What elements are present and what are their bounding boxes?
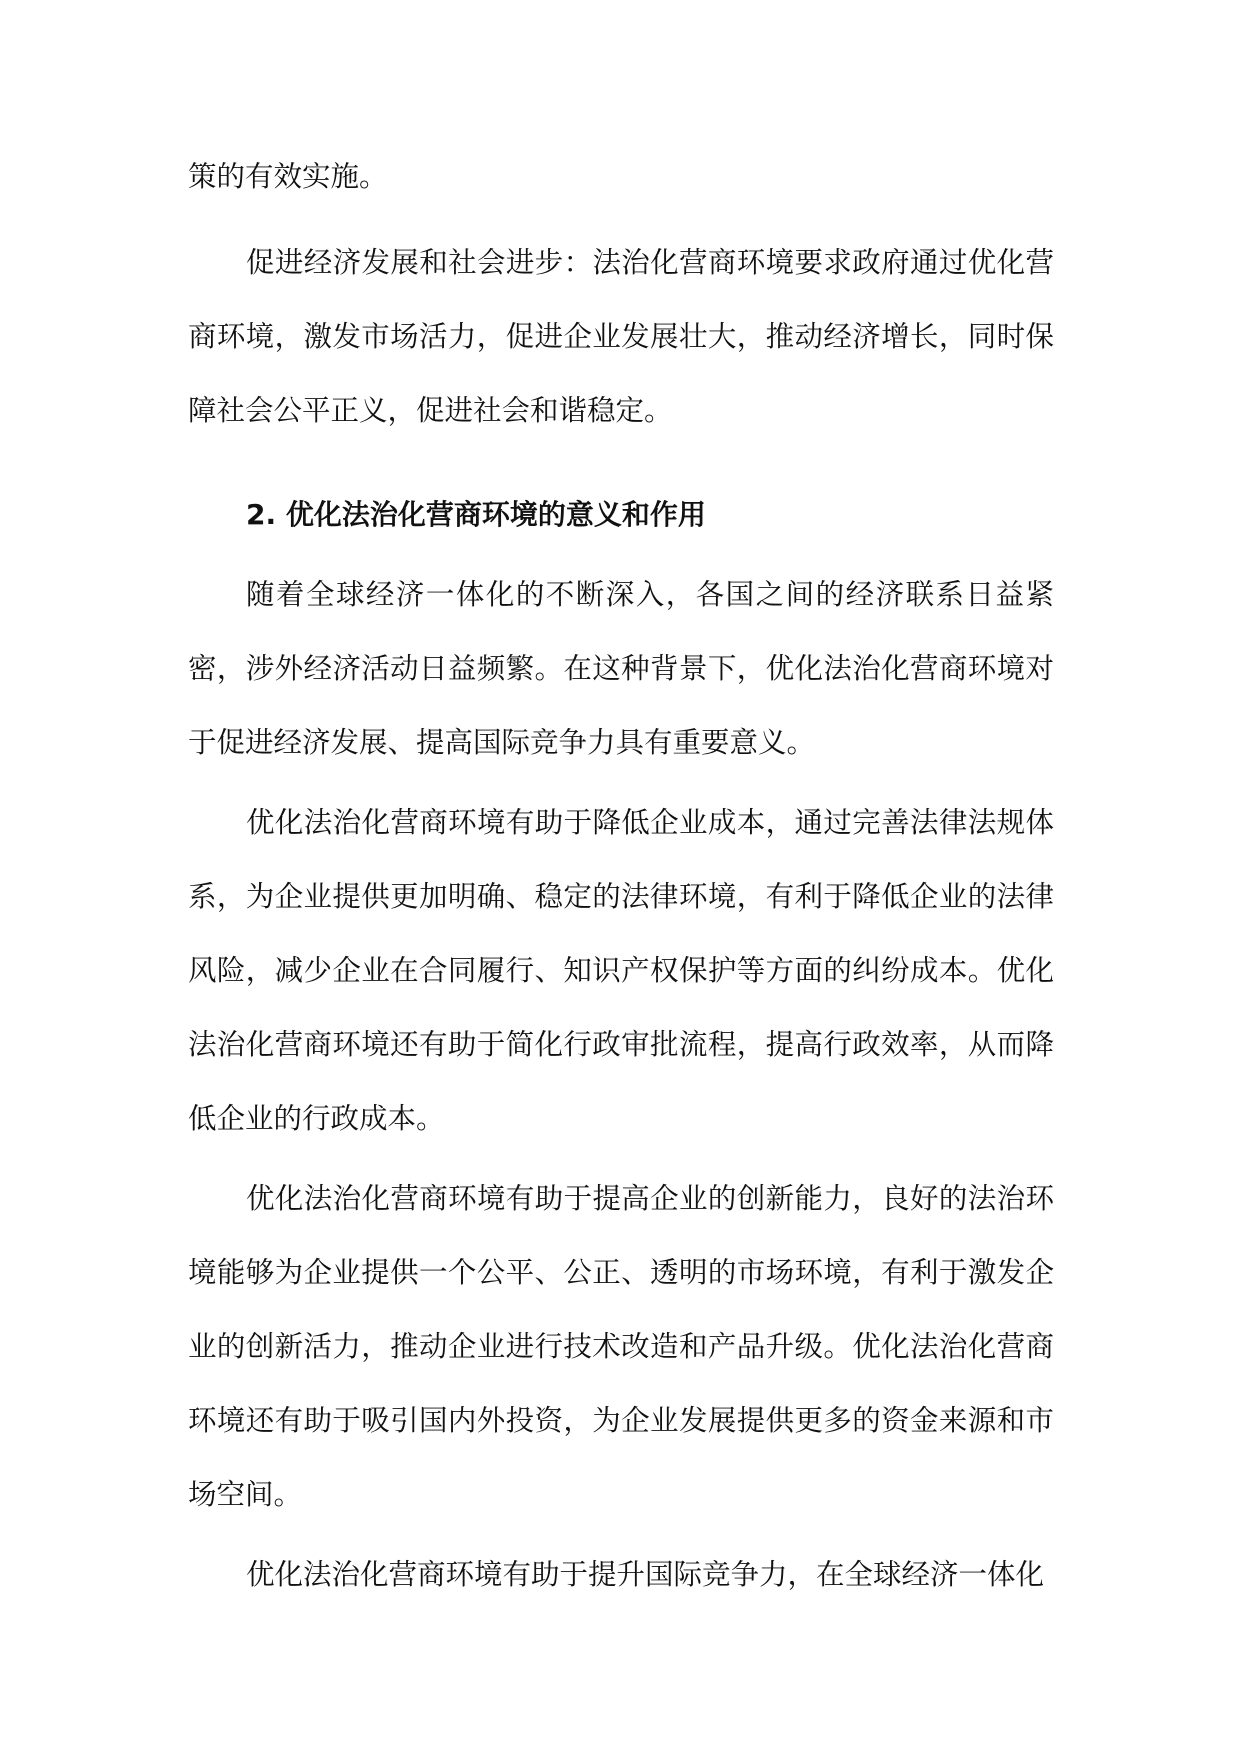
paragraph-continuation: 策的有效实施。 <box>188 160 388 193</box>
paragraph-economic-progress: 促进经济发展和社会进步：法治化营商环境要求政府通过优化营商环境，激发市场活力，促进企业发展壮大，推动经济增长，同时保障社会公平正义，促进社会和谐稳定。 <box>188 246 1054 427</box>
paragraph-globalization: 随着全球经济一体化的不断深入，各国之间的经济联系日益紧密，涉外经济活动日益频繁。在这种背景下，优化法治化营商环境对于促进经济发展、提高国际竞争力具有重要意义。 <box>188 578 1054 759</box>
paragraph-innovation: 优化法治化营商环境有助于提高企业的创新能力，良好的法治环境能够为企业提供一个公平、公正、透明的市场环境，有利于激发企业的创新活力，推动企业进行技术改造和产品升级。优化法治化营商环境还有助于吸引国内外投资，为企业发展提供更多的资金来源和市场空间。 <box>188 1182 1054 1511</box>
paragraph-competitiveness: 优化法治化营商环境有助于提升国际竞争力，在全球经济一体化 <box>246 1558 1045 1591</box>
document-body <box>188 140 1054 1612</box>
paragraph-reduce-cost: 优化法治化营商环境有助于降低企业成本，通过完善法律法规体系，为企业提供更加明确、稳定的法律环境，有利于降低企业的法律风险，减少企业在合同履行、知识产权保护等方面的纠纷成本。优化法治化营商环境还有助于简化行政审批流程，提高行政效率，从而降低企业的行政成本。 <box>188 806 1054 1135</box>
section-heading: 2. 优化法治化营商环境的意义和作用 <box>246 498 706 531</box>
